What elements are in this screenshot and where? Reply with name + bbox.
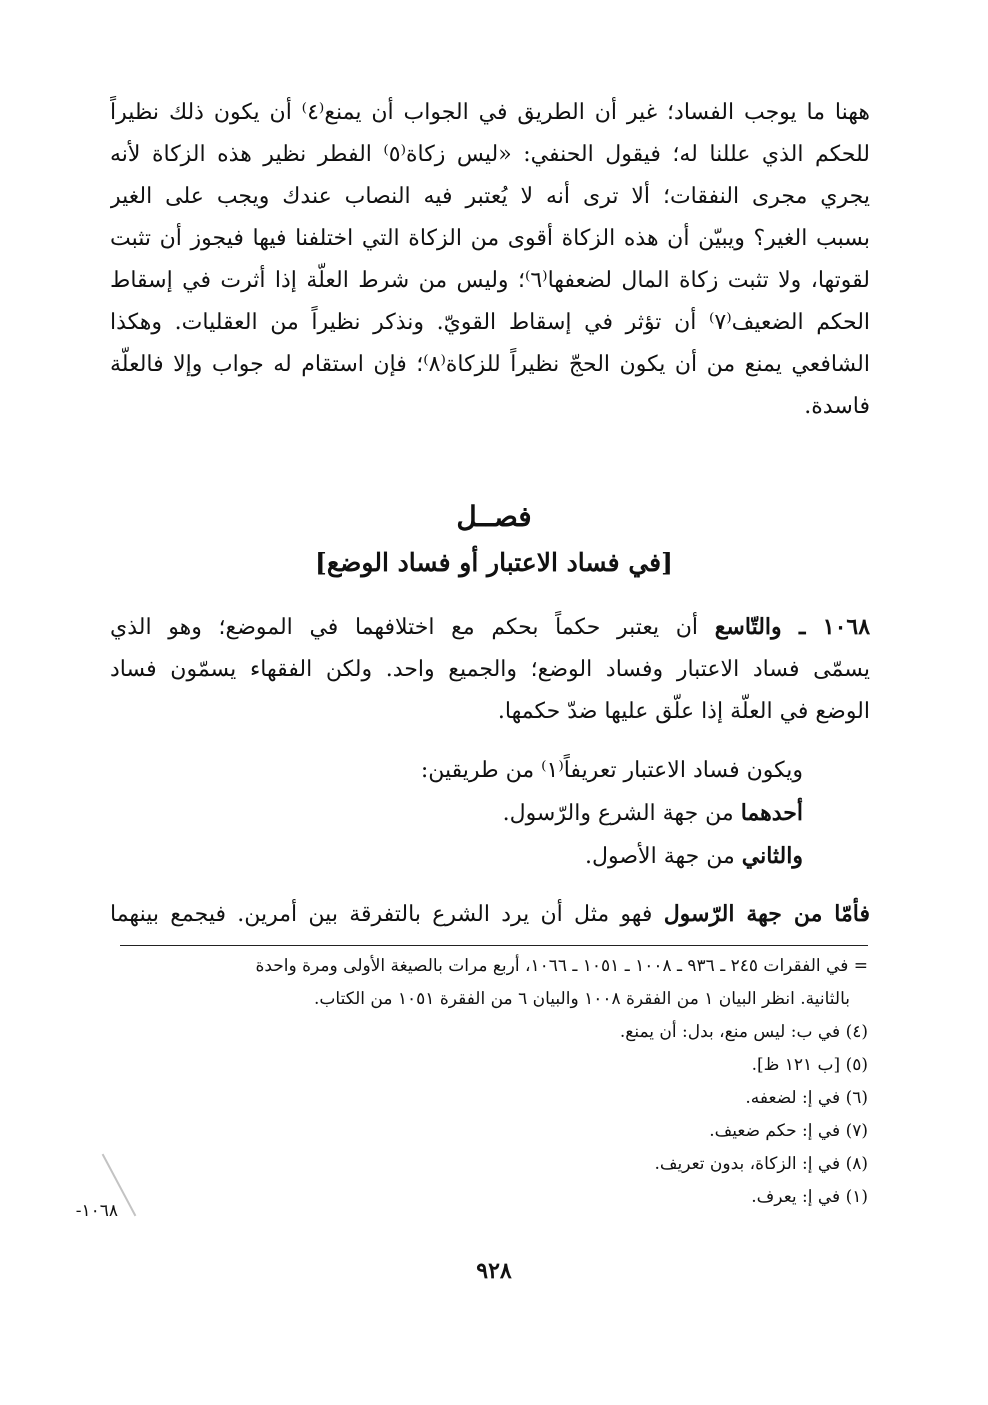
footnote-continuation: بالثانية. انظر البيان ١ من الفقرة ١٠٠٨ والبيان ٦ من الفقرة ١٠٥١ من الكتاب.: [314, 989, 850, 1009]
text-line: فاسدة.: [804, 394, 870, 419]
paragraph-lead: فأمّا من جهة الرّسول: [663, 901, 870, 927]
list-item-lead: والثاني: [741, 843, 803, 869]
text-line: [110, 606, 870, 649]
text-line: لقوتها، ولا تثبت زكاة المال لضعفها⁽٦⁾؛ وليس من شرط العلّة إذا أثرت في إسقاط: [110, 268, 870, 293]
list-item-lead: أحدهما: [740, 800, 803, 826]
footnote-separator: [120, 945, 868, 946]
list-item-text: من جهة الأصول.: [585, 844, 742, 869]
text-line: يسمّى فساد الاعتبار وفساد الوضع؛ والجميع واحد. ولكن الفقهاء يسمّون فساد: [110, 657, 870, 682]
text-line: للحكم الذي عللنا له؛ فيقول الحنفي: «ليس زكاة⁽٥⁾ الفطر نظير هذه الزكاة لأنه: [110, 142, 870, 167]
text-run: أن يعتبر حكماً بحكم مع اختلافهما في الموضع؛ وهو الذي: [110, 615, 715, 640]
footnote: (٧) في إ: حكم ضعيف.: [709, 1121, 868, 1141]
footnote: (٨) في إ: الزكاة، بدون تعريف.: [654, 1154, 868, 1174]
text-line: الشافعي يمنع من أن يكون الحجّ نظيراً للزكاة⁽٨⁾؛ فإن استقام له جواب وإلا فالعلّة: [110, 352, 870, 377]
text-line: يجري مجرى النفقات؛ ألا ترى أنه لا يُعتبر فيه النصاب عندك ويجب على الغير: [110, 184, 870, 209]
section-subheading: [في فساد الاعتبار أو فساد الوضع]: [315, 548, 673, 577]
footnote-paragraph-ref: ١٠٦٨-: [75, 1201, 118, 1221]
text-line: ههنا ما يوجب الفساد؛ غير أن الطريق في الجواب أن يمنع⁽٤⁾ أن يكون ذلك نظيراً: [110, 100, 870, 125]
section-heading: فصــل: [456, 500, 532, 533]
paragraph-1068: [110, 606, 870, 733]
ways-list: [113, 750, 803, 878]
text-line: الحكم الضعيف⁽٧⁾ أن تؤثر في إسقاط القويّ. ونذكر نظيراً من العقليات. وهكذا: [110, 310, 870, 335]
page-number: ٩٢٨: [476, 1258, 512, 1284]
text-run: فهو مثل أن يرد الشرع بالتفرقة بين أمرين. فيجمع بينهما: [110, 902, 664, 927]
list-intro: ويكون فساد الاعتبار تعريفاً⁽١⁾ من طريقين:: [420, 758, 803, 783]
footnote: (٥) [ب ١٢١ ظ].: [751, 1055, 868, 1075]
footnote: (١) في إ: يعرف.: [751, 1187, 868, 1207]
text-line: الوضع في العلّة إذا علّق عليها ضدّ حكمها.: [497, 699, 870, 724]
footnote-continuation: = في الفقرات ٢٤٥ ـ ٩٣٦ ـ ١٠٠٨ ـ ١٠٥١ ـ ١٠٦٦، أربع مرات بالصيغة الأولى ومرة واحدة: [255, 956, 868, 976]
list-item: [113, 835, 803, 878]
footnote: (٦) في إ: لضعفه.: [745, 1088, 868, 1108]
text-line: بسبب الغير؟ ويبيّن أن هذه الزكاة أقوى من الزكاة التي اختلفنا فيها فيجوز أن تثبت: [110, 226, 870, 251]
footnotes: [118, 950, 868, 1214]
list-item-text: من جهة الشرع والرّسول.: [502, 801, 741, 826]
paragraph-number-lead: ١٠٦٨ ـ والتّاسع: [714, 614, 870, 640]
list-item: [113, 792, 803, 835]
footnote: (٤) في ب: ليس منع، بدل: أن يمنع.: [619, 1022, 868, 1042]
paragraph-top: [110, 92, 870, 428]
text-line: [110, 893, 870, 936]
paragraph-last: [110, 893, 870, 936]
